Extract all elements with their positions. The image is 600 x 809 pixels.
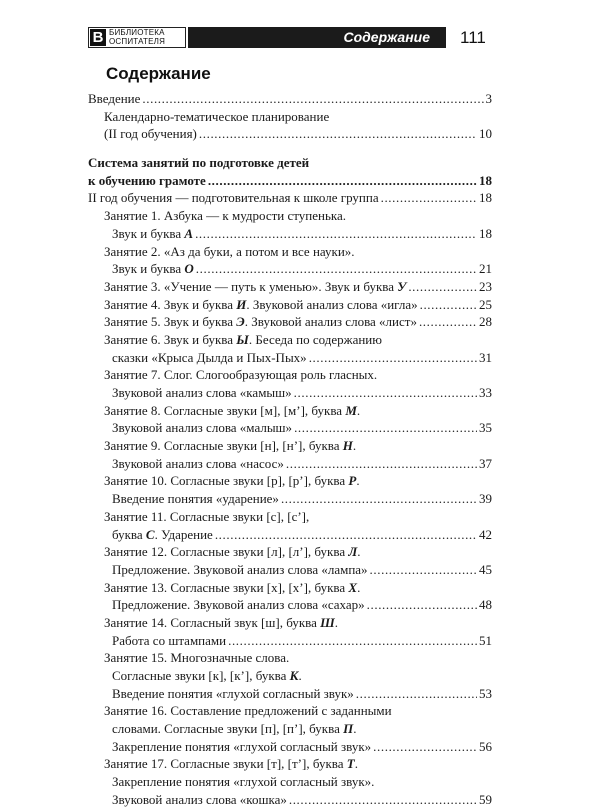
toc-entry	[88, 90, 492, 108]
toc-entry-text	[104, 296, 420, 314]
toc-entry-text	[104, 473, 360, 488]
toc-entry-tail: . Беседа по содержанию	[248, 331, 382, 347]
toc-entry-title: Занятие 14. Согласный звук [ш], буква	[104, 614, 321, 630]
toc-entry-title: Календарно-тематическое планирование	[104, 108, 330, 124]
toc-entry-text	[104, 244, 355, 259]
toc-entry	[88, 738, 492, 756]
dot-leader	[286, 455, 477, 473]
toc-entry	[88, 154, 492, 172]
logo-line2: ОСПИТАТЕЛЯ	[109, 36, 166, 46]
toc-entry-tail: .	[334, 614, 339, 630]
toc-entry	[88, 189, 492, 207]
toc-entry-title: Занятие 6. Звук и буква	[104, 331, 237, 347]
toc-letter: Э	[236, 314, 245, 330]
toc-page-number: 28	[479, 314, 492, 330]
toc-entry-text	[112, 596, 367, 614]
toc-entry-title: Предложение. Звуковой анализ слова «лампа»	[112, 561, 368, 577]
toc-entry-text	[104, 367, 377, 382]
toc-entry-title: словами. Согласные звуки [п], [п’], буква	[112, 721, 344, 737]
toc-entry-text	[112, 455, 286, 473]
toc-entry	[88, 455, 492, 473]
section-bar	[188, 27, 446, 48]
toc-entry-text	[88, 155, 309, 170]
toc-entry-title: сказки «Крыса Дылда и Пых-Пых»	[112, 349, 307, 365]
toc-page-number: 33	[479, 385, 492, 400]
toc-entry-title: Работа со штампами	[112, 632, 227, 648]
toc-entry	[88, 331, 492, 349]
toc-entry-text	[112, 490, 281, 508]
toc-entry-title: Звуковой анализ слова «кошка»	[112, 791, 287, 807]
toc-entry	[88, 225, 492, 243]
toc-page-number: 3	[485, 91, 492, 106]
toc-entry	[88, 508, 492, 526]
toc-page-number: 45	[479, 561, 492, 577]
page-title: Содержание	[106, 64, 211, 83]
toc-letter: И	[236, 296, 247, 312]
dot-leader	[281, 490, 477, 508]
dot-leader	[294, 384, 477, 402]
toc-entry-text	[112, 774, 374, 789]
toc-entry	[88, 207, 492, 225]
toc-entry-text	[104, 509, 309, 524]
toc-page-number: 10	[479, 126, 492, 142]
toc-entry-text	[104, 278, 408, 296]
toc-entry	[88, 349, 492, 367]
toc-letter: А	[184, 225, 194, 241]
toc-entry	[88, 296, 492, 314]
toc-letter: О	[184, 261, 194, 277]
toc-entry	[88, 366, 492, 384]
dot-leader	[419, 313, 477, 331]
toc-entry-title: к обучению грамоте	[88, 172, 206, 188]
toc-entry	[88, 596, 492, 614]
toc-entry-title: буква	[112, 526, 146, 542]
toc-entry-text	[112, 668, 302, 683]
toc-entry-title: Занятие 12. Согласные звуки [л], [л’], буква	[104, 544, 349, 560]
toc-page-number: 21	[479, 261, 492, 277]
dot-leader	[199, 125, 477, 143]
toc-entry	[88, 649, 492, 667]
toc-entry-text	[104, 208, 346, 223]
toc-entry-title: Занятие 1. Азбука — к мудрости ступенька.	[104, 208, 347, 224]
running-header	[88, 27, 492, 48]
toc-entry-title: Согласные звуки [к], [к’], буква	[112, 668, 290, 683]
toc-entry-text	[112, 225, 195, 243]
toc-entry-text	[112, 419, 294, 437]
toc-entry-title: Занятие 13. Согласные звуки [х], [х’], буква	[104, 579, 349, 595]
toc-page-number: 53	[479, 685, 492, 701]
toc-page-number: 18	[479, 225, 492, 241]
toc-entry	[88, 260, 492, 278]
toc-entry	[88, 472, 492, 490]
dot-leader	[370, 561, 477, 579]
toc-page-number: 31	[479, 349, 492, 365]
dot-leader	[420, 296, 477, 314]
toc-entry-text	[112, 561, 370, 579]
logo-letter: В	[90, 29, 106, 46]
toc-entry-title: (II год обучения)	[104, 126, 197, 142]
toc-entry-text	[104, 109, 329, 124]
toc-entry-text	[112, 738, 373, 756]
dot-leader	[289, 791, 477, 809]
toc-page-number: 23	[479, 278, 492, 294]
toc-entry-title: Занятие 5. Звук и буква	[104, 314, 237, 330]
toc-entry-title: Занятие 7. Слог. Слогообразующая роль гласных.	[104, 367, 378, 383]
page-number: 111	[460, 28, 486, 47]
dot-leader	[142, 90, 483, 108]
toc-entry-tail: .	[356, 402, 361, 418]
toc-gap	[88, 143, 492, 154]
toc-entry-title: Закрепление понятия «глухой согласный звук».	[112, 774, 375, 790]
toc-entry	[88, 755, 492, 773]
toc-letter: П	[343, 721, 354, 737]
toc-letter: Х	[348, 579, 358, 595]
toc-page-number: 48	[479, 597, 492, 613]
toc-entry-text	[104, 756, 358, 771]
toc-entry-text	[112, 632, 228, 650]
toc-entry-title: Звуковой анализ слова «камыш»	[112, 385, 292, 400]
toc-entry-text	[104, 313, 419, 331]
dot-leader	[309, 349, 477, 367]
toc-entry-text	[104, 332, 382, 347]
logo-line1: БИБЛИОТЕКА	[109, 28, 165, 37]
toc-entry-text	[88, 90, 142, 108]
toc-entry	[88, 172, 492, 190]
dot-leader	[208, 172, 477, 190]
toc-letter: Н	[342, 438, 353, 454]
toc-page-number: 51	[479, 632, 492, 648]
toc-page-number: 18	[479, 172, 492, 188]
toc-entry-tail: .	[357, 579, 361, 595]
toc-entry-title: Занятие 3. «Учение — путь к уменью». Звук и буква	[104, 278, 398, 294]
toc-entry	[88, 667, 492, 685]
toc-entry	[88, 773, 492, 791]
toc-entry-title: Введение понятия «глухой согласный звук»	[112, 685, 354, 701]
toc-letter: Ы	[236, 331, 249, 347]
toc-page-number: 39	[479, 491, 492, 507]
toc-entry-title: Введение понятия «ударение»	[112, 491, 279, 507]
toc-page-number: 35	[479, 420, 492, 436]
toc-entry-tail: .	[353, 721, 357, 737]
toc-entry-text	[112, 526, 215, 544]
toc-entry-tail: .	[357, 544, 361, 560]
toc-entry-title: Занятие 9. Согласные звуки [н], [н’], буква	[104, 438, 343, 454]
toc-entry	[88, 402, 492, 420]
toc-entry-tail: . Звуковой анализ слова «игла»	[246, 296, 418, 312]
toc-entry	[88, 579, 492, 597]
toc-entry	[88, 791, 492, 809]
toc-entry	[88, 632, 492, 650]
toc-letter: Л	[348, 544, 358, 560]
toc-entry-title: Звук и буква	[112, 261, 185, 277]
toc-entry-title: II год обучения — подготовительная к школе группа	[88, 190, 379, 206]
toc-entry-tail: . Ударение	[154, 526, 213, 542]
toc-entry-title: Занятие 4. Звук и буква	[104, 296, 237, 312]
dot-leader	[294, 419, 477, 437]
toc-page-number: 56	[479, 738, 492, 754]
table-of-contents	[88, 90, 492, 809]
toc-entry	[88, 419, 492, 437]
toc-entry	[88, 614, 492, 632]
toc-entry-tail: .	[354, 756, 358, 772]
toc-entry	[88, 490, 492, 508]
dot-leader	[215, 526, 477, 544]
toc-entry	[88, 278, 492, 296]
toc-entry-title: Занятие 10. Согласные звуки [р], [р’], буква	[104, 473, 349, 489]
toc-entry-title: Звук и буква	[112, 225, 185, 241]
toc-entry	[88, 720, 492, 738]
toc-entry-text	[112, 384, 294, 402]
toc-page-number: 37	[479, 455, 492, 471]
toc-entry-title: Введение	[88, 91, 141, 106]
toc-entry-title: Закрепление понятия «глухой согласный звук»	[112, 738, 372, 754]
dot-leader	[408, 278, 477, 296]
dot-leader	[373, 738, 477, 756]
toc-entry	[88, 702, 492, 720]
toc-entry	[88, 561, 492, 579]
toc-entry-text	[104, 544, 361, 559]
dot-leader	[381, 189, 477, 207]
toc-entry	[88, 543, 492, 561]
toc-entry-text	[112, 260, 196, 278]
toc-letter: С	[145, 526, 155, 542]
toc-entry-tail: .	[352, 438, 357, 454]
toc-entry	[88, 313, 492, 331]
toc-page-number: 59	[479, 791, 492, 807]
toc-entry	[88, 437, 492, 455]
dot-leader	[367, 596, 477, 614]
toc-entry-text	[104, 703, 392, 718]
toc-entry-title: Предложение. Звуковой анализ слова «сахар»	[112, 597, 365, 613]
dot-leader	[195, 225, 477, 243]
toc-page-number: 18	[479, 190, 492, 206]
toc-entry-title: Занятие 17. Согласные звуки [т], [т’], буква	[104, 756, 347, 772]
toc-entry-title: Занятие 15. Многозначные слова.	[104, 650, 290, 666]
toc-entry-text	[112, 721, 356, 736]
dot-leader	[196, 260, 477, 278]
toc-entry-text	[88, 189, 381, 207]
toc-entry-title: Звуковой анализ слова «малыш»	[112, 420, 293, 436]
toc-entry	[88, 108, 492, 126]
toc-entry-text	[88, 172, 208, 190]
toc-entry-text	[104, 615, 338, 630]
toc-entry	[88, 125, 492, 143]
toc-entry	[88, 526, 492, 544]
toc-entry-title: Занятие 16. Составление предложений с заданными	[104, 703, 392, 719]
toc-letter: Р	[348, 473, 357, 489]
toc-page-number: 25	[479, 296, 492, 312]
toc-letter: Ш	[320, 614, 335, 630]
toc-letter: К	[289, 668, 299, 683]
toc-letter: У	[397, 278, 407, 294]
dot-leader	[228, 632, 477, 650]
series-logo	[88, 27, 186, 48]
toc-entry-text	[104, 403, 360, 418]
toc-entry-tail: .	[356, 473, 360, 489]
toc-entry-title: Занятие 2. «Аз да буки, а потом и все науки».	[104, 243, 355, 259]
toc-entry	[88, 384, 492, 402]
toc-entry-title: Звуковой анализ слова «насос»	[112, 455, 284, 471]
toc-entry-text	[104, 650, 289, 665]
toc-letter: Т	[346, 756, 355, 772]
toc-page-number: 42	[479, 526, 492, 542]
toc-entry-tail: .	[298, 668, 302, 683]
toc-entry	[88, 685, 492, 703]
toc-entry-tail: . Звуковой анализ слова «лист»	[244, 314, 417, 330]
logo-text	[109, 29, 165, 46]
toc-entry-text	[104, 438, 356, 453]
toc-entry-title: Система занятий по подготовке детей	[88, 155, 310, 171]
dot-leader	[356, 685, 477, 703]
toc-entry	[88, 243, 492, 261]
toc-entry-text	[112, 349, 309, 367]
toc-entry-title: Занятие 8. Согласные звуки [м], [м’], буква	[104, 402, 346, 418]
toc-entry-text	[112, 791, 289, 809]
toc-entry-title: Занятие 11. Согласные звуки [с], [с’],	[104, 508, 310, 524]
toc-entry-text	[104, 125, 199, 143]
toc-entry-text	[104, 580, 360, 595]
toc-letter: М	[345, 402, 357, 418]
section-title: Содержание	[343, 29, 430, 45]
toc-entry-text	[112, 685, 356, 703]
